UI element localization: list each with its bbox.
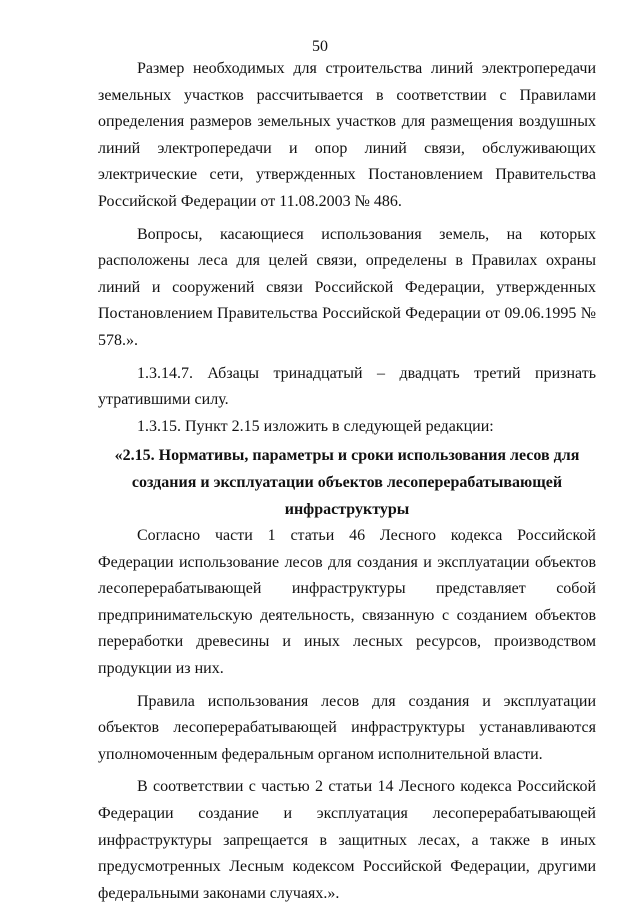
paragraph-land-plot-size: Размер необходимых для строительства линий электропередачи земельных участков рассчитывается в соответствии с Правилами определения размеров земельных участков для размещения воздушных линий электропередачи и опор линий связи, обслуживающих электрические сети, утвержденных Постановлением Правительства Российской Федерации от 11.08.2003 № 486. [98,60,596,210]
section-heading-line: создания и эксплуатации объектов лесоперерабатывающей [131,473,563,491]
section-heading-2-15 [98,443,596,523]
paragraph-communication-land-use: Вопросы, касающиеся использования земель, на которых расположены леса для целей связи, определены в Правилах охраны линий и сооружений связи Российской Федерации, утвержденных Постановлением Правительства Российской Федерации от 09.06.1995 № 578.». [98,225,596,349]
paragraph-amendment-1-3-14-7: 1.3.14.7. Абзацы тринадцатый – двадцать третий признать утратившими силу. [98,364,596,409]
document-body [98,56,596,907]
paragraph-amendment-1-3-15: 1.3.15. Пункт 2.15 изложить в следующей редакции: [137,417,494,435]
section-heading-line: инфраструктуры [284,500,410,518]
paragraph-forest-use-rules: Правила использования лесов для создания и эксплуатации объектов лесоперерабатывающей инфраструктуры устанавливаются уполномоченным федеральным органом исполнительной власти. [98,692,596,763]
section-heading-line: «2.15. Нормативы, параметры и сроки использования лесов для [114,447,580,465]
page-number: 50 [312,38,328,55]
paragraph-article-46: Согласно части 1 статьи 46 Лесного кодекса Российской Федерации использование лесов для создания и эксплуатации объектов лесоперерабатывающей инфраструктуры представляет собой предпринимательскую деятельность, связанную с созданием объектов переработки древесины и иных лесных ресурсов, производством продукции из них. [98,527,596,678]
paragraph-article-14: В соответствии с частью 2 статьи 14 Лесного кодекса Российской Федерации создание и эксплуатация лесоперерабатывающей инфраструктуры запрещается в защитных лесах, а также в иных предусмотренных Лесным кодексом Российской Федерации, другими федеральными законами случаях.». [98,778,596,902]
